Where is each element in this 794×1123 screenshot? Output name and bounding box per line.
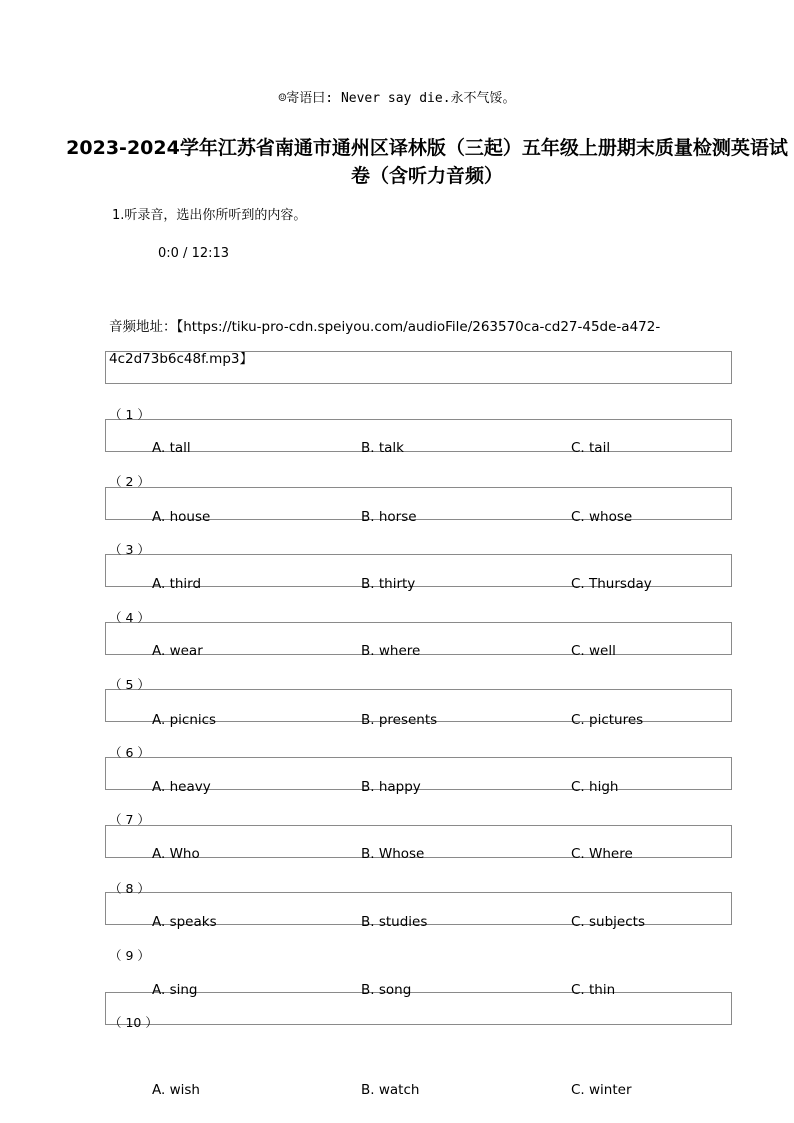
- item-number: （ 3 ）: [109, 542, 150, 557]
- option-b[interactable]: B. Whose: [361, 846, 425, 862]
- option-a[interactable]: A. picnics: [152, 712, 217, 728]
- answer-box[interactable]: [105, 351, 732, 384]
- audio-address: 音频地址：【https://tiku-pro-cdn.speiyou.com/audioFile/263570ca-cd27-45de-a472-4c2d73b6c48f.mp3】: [109, 319, 661, 367]
- option-b[interactable]: B. song: [361, 982, 412, 998]
- item-number: （ 8 ）: [109, 881, 150, 896]
- option-a[interactable]: A. wear: [152, 643, 203, 659]
- option-b[interactable]: B. talk: [361, 440, 404, 456]
- item-number: （ 10 ）: [109, 1015, 158, 1030]
- item-number: （ 6 ）: [109, 745, 150, 760]
- question-instruction: 1.听录音，选出你所听到的内容。: [112, 208, 307, 223]
- item-number: （ 7 ）: [109, 812, 150, 827]
- option-a[interactable]: A. speaks: [152, 914, 217, 930]
- motto: ☺寄语曰: Never say die.永不气馁。: [278, 91, 516, 106]
- option-c[interactable]: C. high: [571, 779, 619, 795]
- option-b[interactable]: B. studies: [361, 914, 428, 930]
- option-c[interactable]: C. subjects: [571, 914, 645, 930]
- option-c[interactable]: C. thin: [571, 982, 616, 998]
- option-c[interactable]: C. pictures: [571, 712, 644, 728]
- option-a[interactable]: A. third: [152, 576, 202, 592]
- option-a[interactable]: A. heavy: [152, 779, 211, 795]
- option-c[interactable]: C. winter: [571, 1082, 632, 1098]
- item-number: （ 9 ）: [109, 948, 150, 963]
- page-title: 2023-2024学年江苏省南通市通州区译林版（三起）五年级上册期末质量检测英语试卷（含听力音频）: [66, 137, 788, 187]
- item-number: （ 5 ）: [109, 677, 150, 692]
- option-a[interactable]: A. sing: [152, 982, 198, 998]
- option-b[interactable]: B. where: [361, 643, 421, 659]
- answer-box[interactable]: [105, 992, 732, 1025]
- item-number: （ 4 ）: [109, 610, 150, 625]
- option-b[interactable]: B. happy: [361, 779, 421, 795]
- option-a[interactable]: A. tall: [152, 440, 191, 456]
- option-b[interactable]: B. watch: [361, 1082, 420, 1098]
- option-a[interactable]: A. house: [152, 509, 211, 525]
- item-number: （ 2 ）: [109, 474, 150, 489]
- option-c[interactable]: C. Thursday: [571, 576, 652, 592]
- item-number: （ 1 ）: [109, 407, 150, 422]
- option-c[interactable]: C. Where: [571, 846, 633, 862]
- option-c[interactable]: C. tail: [571, 440, 611, 456]
- audio-time[interactable]: 0:0 / 12:13: [158, 246, 230, 261]
- option-a[interactable]: A. wish: [152, 1082, 200, 1098]
- answer-box[interactable]: [105, 419, 732, 452]
- option-c[interactable]: C. well: [571, 643, 616, 659]
- option-a[interactable]: A. Who: [152, 846, 200, 862]
- option-b[interactable]: B. presents: [361, 712, 438, 728]
- option-c[interactable]: C. whose: [571, 509, 633, 525]
- option-b[interactable]: B. horse: [361, 509, 417, 525]
- option-b[interactable]: B. thirty: [361, 576, 416, 592]
